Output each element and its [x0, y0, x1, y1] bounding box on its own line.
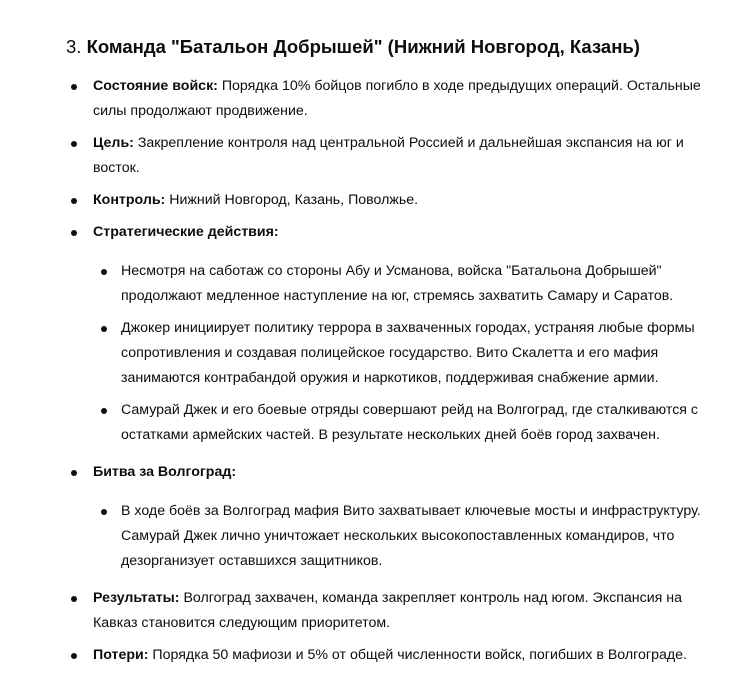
list-item-results	[66, 586, 716, 636]
list-item-control	[66, 188, 716, 213]
section-heading	[66, 34, 716, 60]
list-item-losses	[66, 643, 716, 668]
item-label: Битва за Волгоград:	[93, 464, 237, 480]
bullet-icon	[101, 269, 107, 275]
item-label: Контроль:	[93, 192, 166, 208]
bullet-icon	[71, 653, 77, 659]
bullet-list	[66, 74, 716, 668]
list-item-goal	[66, 131, 716, 181]
sub-list-item	[121, 398, 716, 448]
sub-list-item	[121, 316, 716, 391]
item-text: Нижний Новгород, Казань, Поволжье.	[165, 192, 419, 208]
bullet-icon	[101, 326, 107, 332]
sub-list-item	[121, 499, 716, 574]
item-label: Стратегические действия:	[93, 224, 279, 240]
sub-item-text: В ходе боёв за Волгоград мафия Вито захватывает ключевые мосты и инфраструктуру. Самурай Джек лично уничтожает нескольких высокопоставленных командиров, что дезорганизует оставшихся защитников.	[121, 503, 701, 569]
item-label: Потери:	[93, 647, 149, 663]
sub-item-text: Самурай Джек и его боевые отряды совершают рейд на Волгоград, где сталкиваются с остатками армейских частей. В результате нескольких дней боёв город захвачен.	[121, 402, 699, 443]
bullet-icon	[71, 596, 77, 602]
bullet-icon	[71, 470, 77, 476]
sub-item-text: Несмотря на саботаж со стороны Абу и Усманова, войска "Батальона Добрышей" продолжают медленное наступление на юг, стремясь захватить Самару и Саратов.	[121, 263, 674, 304]
bullet-icon	[71, 198, 77, 204]
item-label: Результаты:	[93, 590, 180, 606]
list-item-troop-status	[66, 74, 716, 124]
list-item-strategic-actions	[66, 220, 716, 448]
bullet-icon	[101, 408, 107, 414]
bullet-icon	[71, 141, 77, 147]
item-text: Порядка 50 мафиози и 5% от общей численности войск, погибших в Волгограде.	[148, 647, 687, 663]
item-text: Закрепление контроля над центральной Россией и дальнейшая экспансия на юг и восток.	[93, 135, 684, 176]
item-text: Волгоград захвачен, команда закрепляет контроль над югом. Экспансия на Кавказ становится следующим приоритетом.	[93, 590, 682, 631]
item-label: Цель:	[93, 135, 134, 151]
item-label: Состояние войск:	[93, 78, 218, 94]
list-item-battle-volgograd	[66, 460, 716, 574]
heading-title: Команда "Батальон Добрышей" (Нижний Новгород, Казань)	[86, 36, 640, 57]
sub-list	[93, 499, 716, 574]
sub-item-text: Джокер инициирует политику террора в захваченных городах, устраняя любые формы сопротивления и создавая полицейское государство. Вито Скалетта и его мафия занимаются контрабандой оружия и наркотиков, поддерживая снабжение армии.	[121, 320, 695, 386]
heading-number: 3.	[66, 36, 82, 57]
item-text: Порядка 10% бойцов погибло в ходе предыдущих операций. Остальные силы продолжают продвижение.	[93, 78, 701, 119]
sub-list	[93, 259, 716, 448]
sub-list-item	[121, 259, 716, 309]
bullet-icon	[71, 230, 77, 236]
bullet-icon	[101, 509, 107, 515]
bullet-icon	[71, 84, 77, 90]
